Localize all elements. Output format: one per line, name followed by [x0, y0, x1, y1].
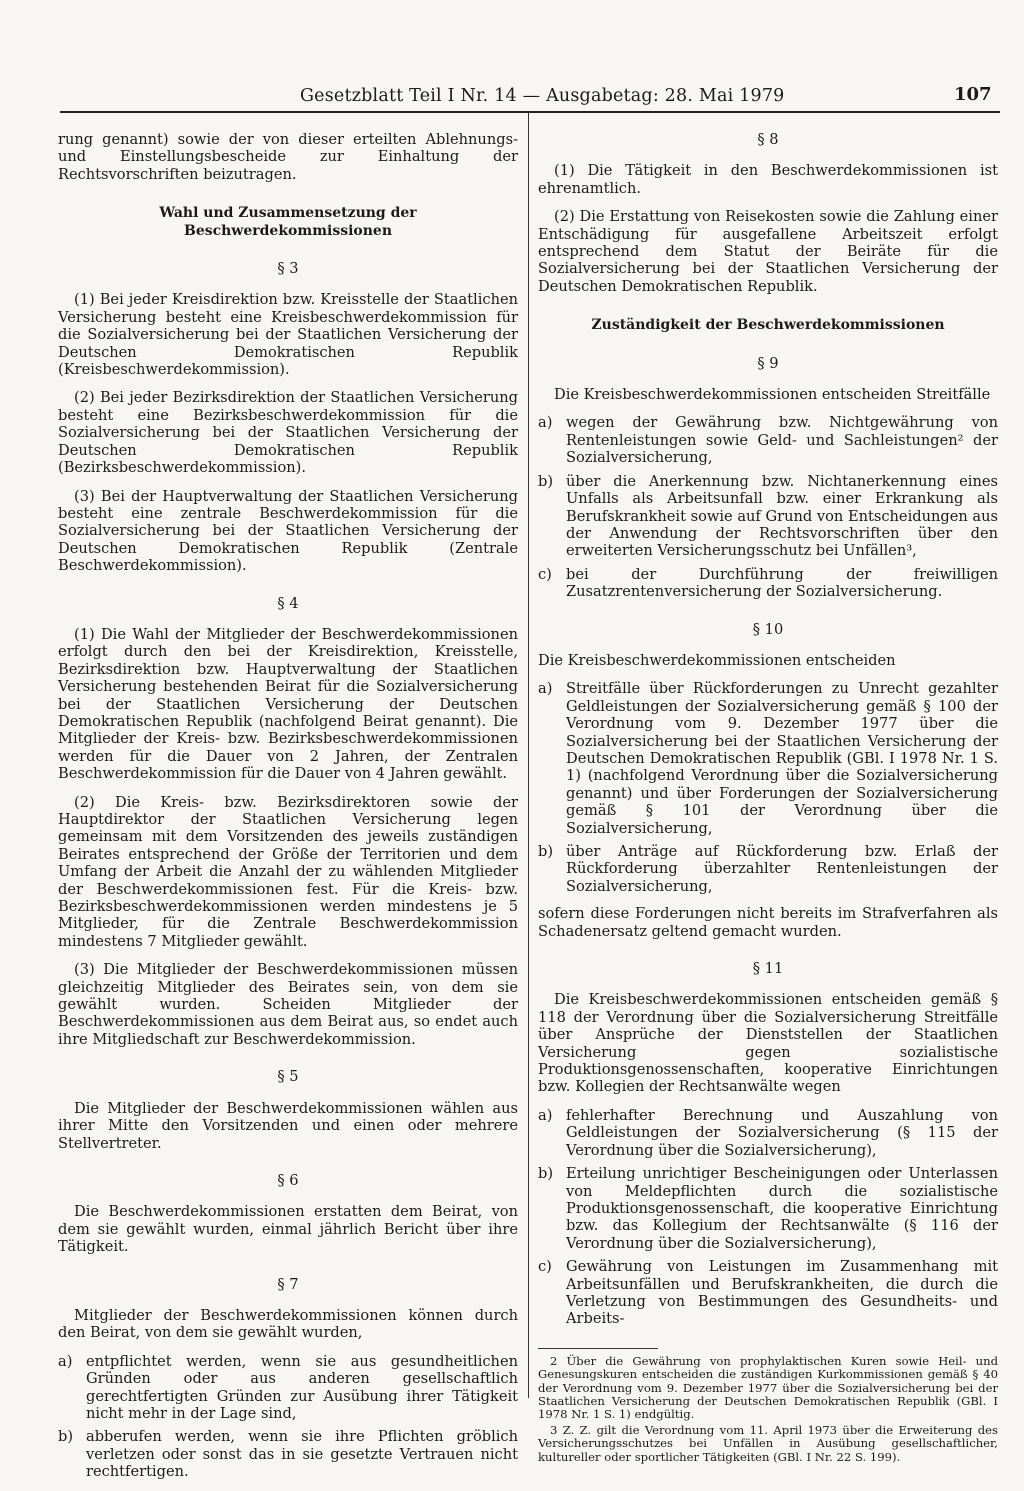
item-text: bei der Durchführung der freiwilligen Zusatzrentenversicherung der Sozialversicherung. [566, 565, 998, 601]
paragraph-8-2: (2) Die Erstattung von Reisekosten sowie die Zahlung einer Entschädigung für ausgefallene Arbeitszeit erfolgt entsprechend dem Statut der Beiräte für die Sozialversicherung bei der Staatlichen Versicherung der Deutschen Demokratischen Republik. [538, 208, 998, 295]
paragraph-11-title: § 11 [752, 960, 784, 978]
paragraph-10-list [538, 680, 998, 895]
paragraph-3-3: (3) Bei der Hauptverwaltung der Staatlichen Versicherung besteht eine zentrale Beschwerdekommission für die Sozialversicherung bei der Staatlichen Versicherung der Deutschen Demokratischen Republik (Zentrale Beschwerdekommission). [58, 487, 518, 575]
list-item [538, 1258, 998, 1328]
left-column [58, 131, 518, 1491]
paragraph-5-1: Die Mitglieder der Beschwerdekommissionen wählen aus ihrer Mitte den Vorsitzenden und einen oder mehrere Stellvertreter. [58, 1099, 518, 1152]
paragraph-3-1: (1) Bei jeder Kreisdirektion bzw. Kreisstelle der Staatlichen Versicherung besteht eine Kreisbeschwerdekommission für die Sozialversicherung bei der Staatlichen Versicherung der Deutschen Demokratischen Republik (Kreisbeschwerdekommission). [58, 291, 518, 379]
list-item [538, 1165, 998, 1252]
footnote-2: 2 Über die Gewährung von prophylaktischen Kuren sowie Heil- und Genesungskuren entscheiden die zuständigen Kurkommissionen gemäß § 40 der Verordnung vom 9. Dezember 1977 über die Sozialversicherung bei der Staatlichen Versicherung der Deutschen Demokratischen Republik (GBl. I 1978 Nr. 1 S. 1) endgültig. [538, 1353, 998, 1422]
paragraph-4-title: § 4 [277, 594, 299, 612]
list-item [58, 1353, 518, 1423]
paragraph-9-list [538, 414, 998, 600]
item-text: abberufen werden, wenn sie ihre Pflichten gröblich verletzen oder sonst das in sie gesetzte Vertrauen nicht rechtfertigen. [86, 1428, 518, 1481]
list-item [538, 843, 998, 895]
paragraph-6-1: Die Beschwerdekommissionen erstatten dem Beirat, von dem sie gewählt wurden, einmal jährlich Bericht über ihre Tätigkeit. [58, 1203, 518, 1256]
item-label: a) [538, 680, 553, 698]
paragraph-4-1: (1) Die Wahl der Mitglieder der Beschwerdekommissionen erfolgt durch den bei der Kreisdirektion, Kreisstelle, Bezirksdirektion bzw. Hauptverwaltung der Staatlichen Versicherung bestehenden Beirat für die Sozialversicherung bei der Staatlichen Versicherung der Deutschen Demokratischen Republik (nachfolgend Beirat genannt). Die Mitglieder der Kreis- bzw. Bezirksbeschwerdekommissionen werden für die Dauer von 2 Jahren, der Zentralen Beschwerdekommission für die Dauer von 4 Jahren gewählt. [58, 625, 518, 783]
header-rule [60, 111, 1000, 113]
list-item [538, 414, 998, 466]
item-text: fehlerhafter Berechnung und Auszahlung von Geldleistungen der Sozialversicherung (§ 115 der Verordnung über die Sozialversicherung), [566, 1106, 998, 1159]
item-label: b) [538, 1165, 554, 1183]
list-item [538, 680, 998, 837]
item-text: Gewährung von Leistungen im Zusammenhang mit Arbeitsunfällen und Berufskrankheiten, die durch die Verletzung von Bestimmungen des Gesundheits- und Arbeits- [566, 1258, 998, 1328]
paragraph-10-title: § 10 [752, 620, 784, 638]
paragraph-3-title: § 3 [277, 260, 299, 278]
item-label: b) [58, 1428, 74, 1446]
paragraph-7-1: Mitglieder der Beschwerdekommissionen können durch den Beirat, von dem sie gewählt wurden, [58, 1306, 518, 1342]
item-label: a) [58, 1352, 73, 1370]
paragraph-10-intro: Die Kreisbeschwerdekommissionen entscheiden [538, 651, 896, 669]
column-divider [528, 113, 529, 1398]
item-label: c) [538, 1258, 552, 1276]
paragraph-5-title: § 5 [277, 1068, 299, 1086]
paragraph-4-3: (3) Die Mitglieder der Beschwerdekommissionen müssen gleichzeitig Mitglieder des Beirates sein, von dem sie gewählt wurden. Scheiden Mitglieder der Beschwerdekommissionen aus dem Beirat aus, so endet auch ihre Mitgliedschaft zur Beschwerdekommission. [58, 961, 518, 1048]
item-text: über Anträge auf Rückforderung bzw. Erlaß der Rückforderung überzahlter Rentenleistungen der Sozialversicherung, [566, 843, 998, 895]
paragraph-6-title: § 6 [277, 1171, 299, 1189]
paragraph-3-2: (2) Bei jeder Bezirksdirektion der Staatlichen Versicherung besteht eine Bezirksbeschwerdekommission für die Sozialversicherung bei der Staatlichen Versicherung der Deutschen Demokratischen Republik (Bezirksbeschwerdekommission). [58, 389, 518, 477]
footnote-3: 3 Z. Z. gilt die Verordnung vom 11. April 1973 über die Erweiterung des Versicherungsschutzes bei Unfällen in Ausübung gesellschaftlicher, kultureller oder sportlicher Tätigkeiten (GBl. I Nr. 22 S. 199). [538, 1422, 998, 1464]
paragraph-9-title: § 9 [757, 354, 779, 372]
item-text: entpflichtet werden, wenn sie aus gesundheitlichen Gründen oder aus anderen gesellschaftlich gerechtfertigten Gründen zur Ausübung ihrer Tätigkeit nicht mehr in der Lage sind, [86, 1352, 518, 1422]
right-column [538, 131, 998, 1466]
page-number: 107 [954, 84, 992, 105]
paragraph-4-2: (2) Die Kreis- bzw. Bezirksdirektoren sowie der Hauptdirektor der Staatlichen Versicherung legen gemeinsam mit dem Vorsitzenden des jeweils zuständigen Beirates entsprechend der Größe der Territorien und dem Umfang der Arbeit die Anzahl der zu wählenden Mitglieder der Beschwerdekommissionen fest. Für die Kreis- bzw. Bezirksbeschwerdekommissionen werden mindestens je 5 Mitglieder, für die Zentrale Beschwerdekommission mindestens 7 Mitglieder gewählt. [58, 793, 518, 950]
item-text: Streitfälle über Rückforderungen zu Unrecht gezahlter Geldleistungen der Sozialversicherung gemäß § 100 der Verordnung vom 9. Dezember 1977 über die Sozialversicherung bei der Staatlichen Versicherung der Deutschen Demokratischen Republik (GBl. I 1978 Nr. 1 S. 1) (nachfolgend Verordnung über die Sozialversicherung genannt) und über Forderungen der Sozialversicherung gemäß § 101 der Verordnung über die Sozialversicherung, [566, 680, 998, 837]
footnote-rule [538, 1348, 658, 1349]
list-item [58, 1428, 518, 1480]
item-label: a) [538, 414, 553, 432]
paragraph-9-intro: Die Kreisbeschwerdekommissionen entscheiden Streitfälle [554, 386, 991, 404]
section-heading-election: Wahl und Zusammensetzung der Beschwerdekommissionen [159, 205, 417, 239]
intro-paragraph: rung genannt) sowie der von dieser erteilten Ablehnungs- und Einstellungsbescheide zur Einhaltung der Rechtsvorschriften beizutragen. [58, 131, 518, 183]
item-label: b) [538, 472, 554, 490]
item-label: b) [538, 843, 554, 860]
item-text: über die Anerkennung bzw. Nichtanerkennung eines Unfalls als Arbeitsunfall bzw. einer Erkrankung als Berufskrankheit sowie auf Grund von Entscheidungen aus der Anwendung der Rechtsvorschriften über den erweiterten Versicherungsschutz bei Unfällen³, [566, 472, 998, 560]
list-item [538, 473, 998, 560]
paragraph-11-intro: Die Kreisbeschwerdekommissionen entscheiden gemäß § 118 der Verordnung über die Sozialversicherung Streitfälle über Ansprüche der Dienststellen der Staatlichen Versicherung gegen sozialistische Produktionsgenossenschaften, kooperative Einrichtungen bzw. Kollegien der Rechtsanwälte wegen [538, 991, 998, 1096]
list-item [538, 1107, 998, 1159]
header-title: Gesetzblatt Teil I Nr. 14 — Ausgabetag: 28. Mai 1979 [300, 86, 785, 106]
paragraph-10-outro: sofern diese Forderungen nicht bereits im Strafverfahren als Schadenersatz geltend gemacht wurden. [538, 905, 998, 940]
item-text: Erteilung unrichtiger Bescheinigungen oder Unterlassen von Meldepflichten durch die sozialistische Produktionsgenossenschaft, die kooperative Einrichtung bzw. das Kollegium der Rechtsanwälte (§ 116 der Verordnung über die Sozialversicherung), [566, 1165, 998, 1252]
item-text: wegen der Gewährung bzw. Nichtgewährung von Rentenleistungen sowie Geld- und Sachleistungen² der Sozialversicherung, [566, 414, 998, 467]
paragraph-8-title: § 8 [757, 131, 779, 148]
item-label: c) [538, 565, 552, 583]
paragraph-7-title: § 7 [277, 1275, 299, 1293]
list-item [538, 566, 998, 601]
section-heading-competence: Zuständigkeit der Beschwerdekommissionen [591, 317, 945, 334]
paragraph-8-1: (1) Die Tätigkeit in den Beschwerdekommissionen ist ehrenamtlich. [538, 162, 998, 197]
paragraph-11-list [538, 1107, 998, 1328]
item-label: a) [538, 1106, 553, 1124]
